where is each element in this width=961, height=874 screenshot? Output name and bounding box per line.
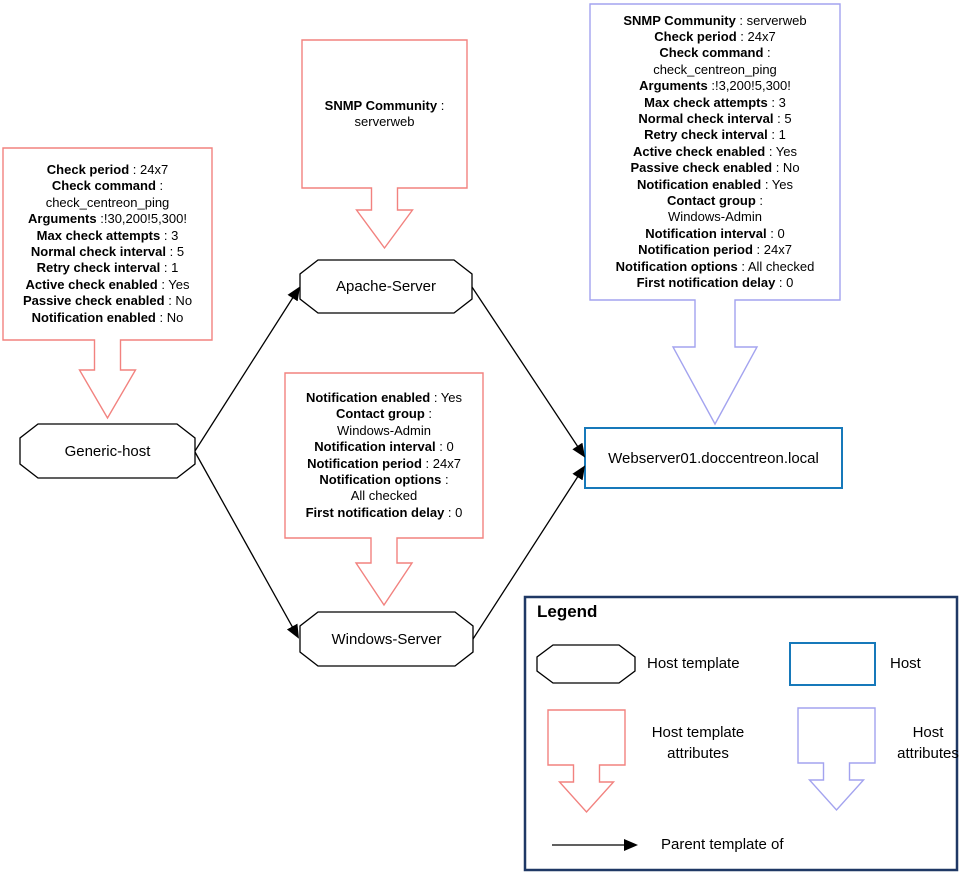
- attribute-line: Notification period : 24x7: [638, 242, 792, 258]
- attribute-line: Windows-Admin: [337, 422, 431, 438]
- attribute-line: check_centreon_ping: [45, 194, 170, 210]
- attribute-line: Notification options :: [319, 471, 449, 487]
- attribute-line: First notification delay : 0: [305, 504, 463, 520]
- attribute-line: Active check enabled : Yes: [632, 143, 798, 159]
- attribute-line: Contact group :: [666, 193, 764, 209]
- edge-generic-to-windows: [195, 452, 298, 637]
- attribute-line: First notification delay : 0: [636, 275, 794, 291]
- attribute-line: Arguments :!30,200!5,300!: [28, 211, 187, 227]
- attribute-line: Retry check interval : 1: [644, 127, 786, 143]
- legend-host-template-attributes-label: Host template attributes: [651, 724, 745, 762]
- webserver01-node-label: Webserver01.doccentreon.local: [608, 449, 819, 467]
- attribute-line: Passive check enabled : No: [630, 160, 800, 176]
- legend-host-template-attributes-arrow: [548, 710, 625, 812]
- legend-host-attributes-label: Host attributes: [897, 724, 959, 762]
- legend-title: Legend: [537, 602, 598, 621]
- windows-server-node-label: Windows-Server: [331, 630, 442, 648]
- legend-host-label: Host: [890, 655, 921, 672]
- attribute-line: Active check enabled : Yes: [25, 276, 190, 292]
- attribute-line: Check command :: [51, 178, 164, 194]
- legend-host-rect: [790, 643, 875, 685]
- attribute-line: Normal check interval : 5: [30, 244, 185, 259]
- attribute-line: Normal check interval : 5: [638, 110, 792, 126]
- edge-apache-to-webserver01: [472, 287, 584, 456]
- attribute-line: Notification options : All checked: [615, 258, 815, 274]
- webserver01-host-attributes-text: [591, 6, 839, 298]
- attribute-line: Notification enabled : No: [31, 309, 184, 325]
- apache-server-node-label: Apache-Server: [335, 278, 437, 295]
- generic-host-template-attributes-text: [4, 150, 211, 338]
- legend-host-template-octagon: [537, 645, 635, 683]
- legend-host-template-label: Host template: [647, 655, 740, 672]
- attribute-line: SNMP Community : serverweb: [623, 12, 807, 28]
- attribute-line: serverweb: [354, 114, 415, 129]
- attribute-line: Check period : 24x7: [46, 161, 169, 177]
- attribute-line: Windows-Admin: [668, 209, 762, 225]
- legend-host-attributes-arrow: [798, 708, 875, 810]
- generic-host-node-label: Generic-host: [64, 442, 151, 460]
- attribute-line: Passive check enabled : No: [22, 293, 193, 309]
- attribute-line: Max check attempts : 3: [36, 227, 179, 243]
- attribute-line: Notification enabled : Yes: [636, 176, 794, 192]
- windows-notification-attributes-text: [286, 375, 482, 536]
- legend-parent-template-of-label: Parent template of: [661, 836, 784, 853]
- apache-snmp-community-attributes-text: [303, 42, 466, 186]
- attribute-line: Check period : 24x7: [654, 28, 776, 44]
- attribute-line: Notification period : 24x7: [307, 455, 461, 471]
- attribute-line: All checked: [350, 488, 418, 504]
- attribute-line: check_centreon_ping: [653, 61, 777, 77]
- attribute-line: Max check attempts : 3: [644, 94, 786, 110]
- attribute-line: Notification enabled : Yes: [305, 389, 463, 405]
- attribute-line: Check command :: [659, 45, 771, 61]
- attribute-line: SNMP Community :: [324, 97, 445, 113]
- attribute-line: Retry check interval : 1: [36, 260, 179, 276]
- attribute-line: Notification interval : 0: [314, 439, 454, 455]
- attribute-line: Contact group :: [335, 406, 433, 422]
- attribute-line: Arguments :!3,200!5,300!: [639, 78, 791, 94]
- attribute-line: Notification interval : 0: [645, 225, 785, 241]
